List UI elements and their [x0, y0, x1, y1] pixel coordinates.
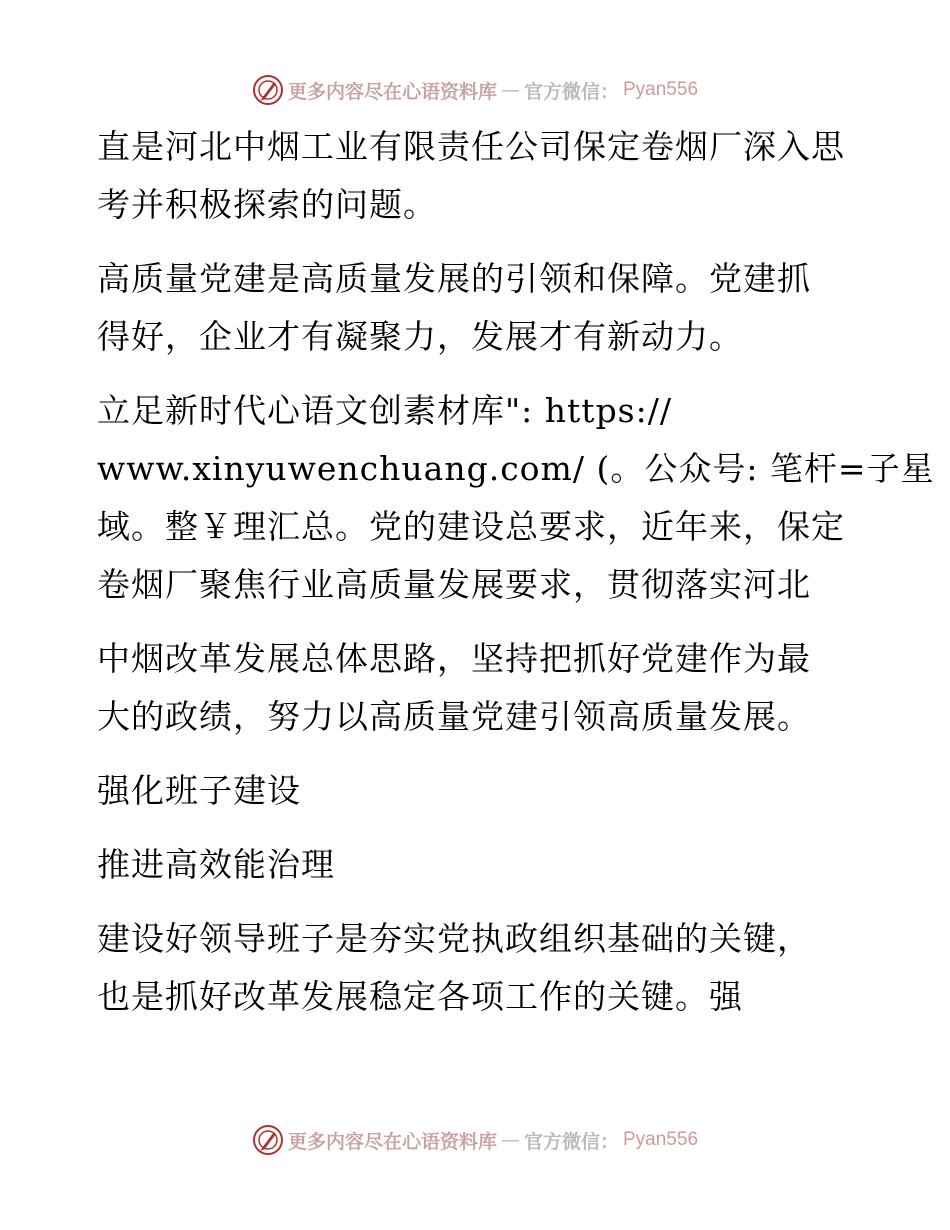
section-heading: 推进高效能治理: [97, 845, 335, 884]
text-line: www.xinyuwenchuang.com/ (。公众号: 笔杆=子星: [97, 449, 935, 488]
section-heading: 强化班子建设: [97, 771, 301, 810]
text-line: 高质量党建是高质量发展的引领和保障。党建抓: [97, 259, 811, 298]
watermark-dash: —: [500, 79, 520, 101]
text-line: 建设好领导班子是夯实党执政组织基础的关键，: [97, 919, 811, 958]
watermark-wechat-id: Pyan556: [623, 1129, 699, 1150]
watermark-dash: —: [500, 1129, 520, 1151]
text-line: 卷烟厂聚焦行业高质量发展要求，贯彻落实河北: [97, 565, 811, 604]
watermark-brand-text: 更多内容尽在心语资料库: [287, 80, 497, 103]
header-watermark: [0, 70, 950, 110]
watermark-brand-text: 更多内容尽在心语资料库: [287, 1130, 497, 1153]
text-line: 得好，企业才有凝聚力，发展才有新动力。: [97, 317, 743, 356]
text-line: 域。整￥理汇总。党的建设总要求，近年来，保定: [97, 507, 845, 546]
text-line: 中烟改革发展总体思路，坚持把抓好党建作为最: [97, 639, 811, 678]
watermark-wechat-label: 官方微信：: [523, 1130, 619, 1153]
text-line: 立足新时代心语文创素材库": https://: [97, 391, 672, 430]
quill-logo-icon: [252, 1124, 284, 1156]
text-line: 考并积极探索的问题。: [97, 185, 437, 224]
quill-logo-icon: [252, 74, 284, 106]
text-line: 大的政绩，努力以高质量党建引领高质量发展。: [97, 697, 811, 736]
footer-watermark: [0, 1120, 950, 1160]
watermark-wechat-id: Pyan556: [623, 79, 699, 100]
text-line: 也是抓好改革发展稳定各项工作的关键。强: [97, 977, 743, 1016]
watermark-wechat-label: 官方微信：: [523, 80, 619, 103]
text-line: 直是河北中烟工业有限责任公司保定卷烟厂深入思: [97, 127, 845, 166]
